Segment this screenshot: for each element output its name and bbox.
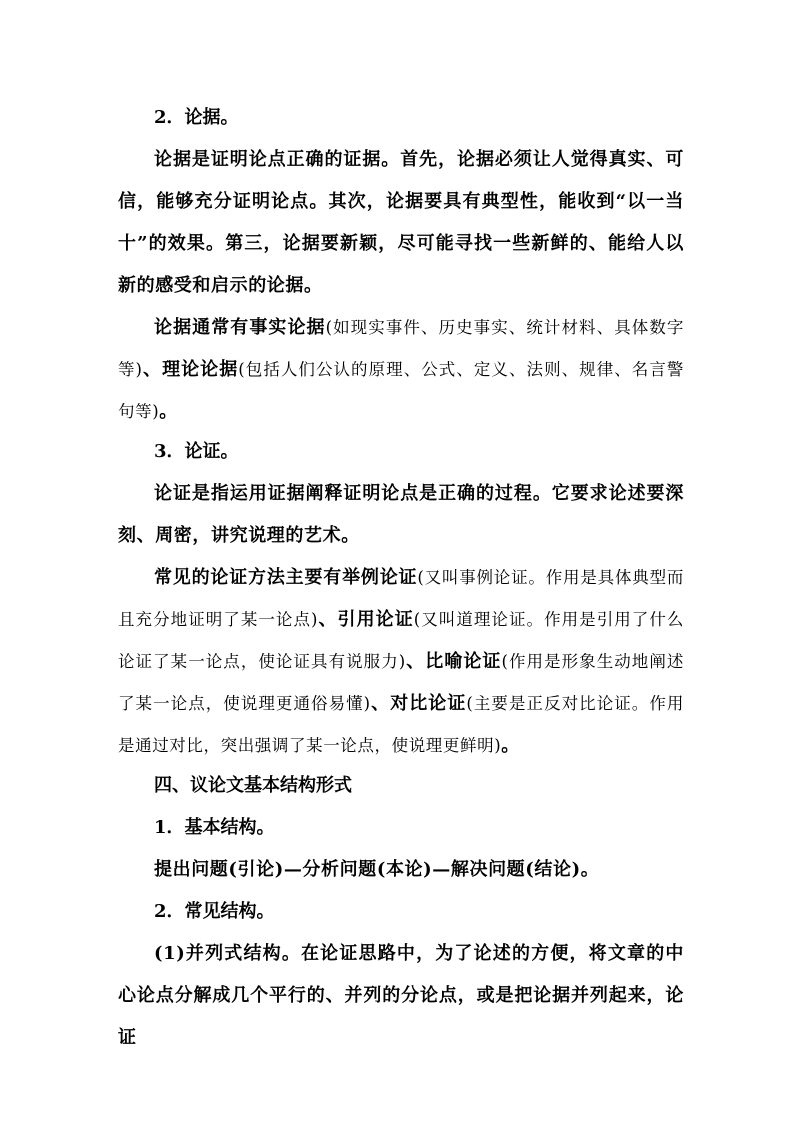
argument-text-b: 、引用论证 [318, 609, 414, 630]
argument-text-d: 、对比论证 [370, 693, 467, 714]
paragraph-evidence-definition: 论据是证明论点正确的证据。首先，论据必须让人觉得真实、可信，能够充分证明论点。其次，论据要具有典型性，能收到“以一当十”的效果。第三，论据要新颖，尽可能寻找一些新鲜的、能给人以新的感受和启示的论据。 [118, 149, 684, 296]
heading-evidence: 2．论据。 [154, 107, 239, 128]
evidence-text-a: 论据通常有事实论据 [154, 317, 326, 338]
paragraph-argument-methods [118, 557, 684, 767]
evidence-note-theoretical: (包括人们公认的原理、公式、定义、法则、规律、名言警句等) [118, 360, 684, 421]
heading-argument: 3．论证。 [154, 441, 239, 462]
argument-note-quotation: (又叫道理论证。作用是引用了什么论证了某一论点，使论证具有说服力) [118, 610, 684, 671]
paragraph-parallel-structure: (1)并列式结构。在论证思路中，为了论述的方便，将文章的中心论点分解成几个平行的、并列的分论点，或是把论据并列起来，论证 [118, 943, 684, 1048]
argument-note-analogy: (作用是形象生动地阐述了某一论点，使说理更通俗易懂) [118, 652, 684, 713]
argument-text-a: 常见的论证方法主要有举例论证 [154, 567, 418, 588]
heading-structure: 四、议论文基本结构形式 [154, 775, 352, 796]
argument-text-e: 。 [501, 735, 520, 756]
heading-common-structure: 2．常见结构。 [154, 901, 275, 922]
paragraph-argument-definition: 论证是指运用证据阐释证明论点是正确的过程。它要求论述要深刻、周密，讲究说理的艺术。 [118, 483, 684, 546]
evidence-text-b: 、理论论据 [142, 359, 239, 380]
evidence-text-c: 。 [159, 401, 178, 422]
evidence-note-factual: (如现实事件、历史事实、统计材料、具体数字等) [118, 318, 684, 379]
argument-note-contrast: (主要是正反对比论证。作用是通过对比，突出强调了某一论点，使说理更鲜明) [118, 694, 684, 755]
paragraph-basic-structure: 提出问题(引论)—分析问题(本论)—解决问题(结论)。 [154, 859, 600, 880]
heading-basic-structure: 1．基本结构。 [154, 817, 275, 838]
paragraph-evidence-types [118, 307, 684, 433]
argument-note-example: (又叫事例论证。作用是具体典型而且充分地证明了某一论点) [118, 568, 684, 629]
argument-text-c: 、比喻论证 [405, 651, 502, 672]
